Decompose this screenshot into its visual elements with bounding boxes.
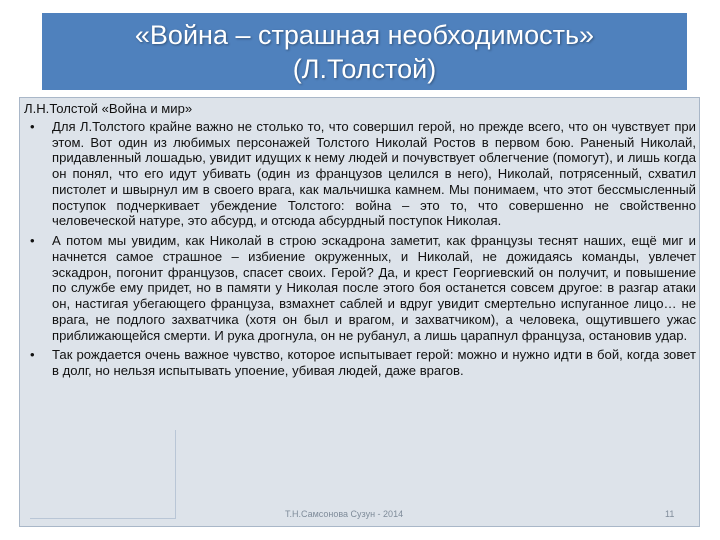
bullet-list bbox=[22, 119, 696, 379]
slide-title: «Война – страшная необходимость» bbox=[134, 19, 595, 50]
list-item bbox=[22, 233, 696, 343]
bullet-text: Для Л.Толстого крайне важно не столько то, что совершил герой, но прежде всего, что он чувствует при этом. Вот один из любимых персонажей Толстого Николай Ростов в первом бою. Раненый Николай, придавленный лошадью, увидит идущих к нему людей и почувствует облегчение (помогут), и лишь когда он понял, что его идут убивать (один из французов целился в него), Николай, потрясенный, схватил пистолет и швырнул им в своего врага, как мальчишка камнем. Мы понимаем, что этот бессмысленный поступок подчеркивает убеждение Толстого: война – это то, что совершенно не свойственно человеческой натуре, это абсурд, и отсюда абсурдный поступок Николая. bbox=[52, 118, 696, 229]
footer-author: Т.Н.Самсонова Сузун - 2014 bbox=[285, 509, 404, 519]
section-heading: Л.Н.Толстой «Война и мир» bbox=[24, 101, 193, 116]
page-number: 11 bbox=[665, 509, 675, 519]
content-text bbox=[22, 101, 696, 383]
bullet-dot: • bbox=[30, 347, 35, 363]
bullet-dot: • bbox=[30, 118, 35, 134]
bullet-dot: • bbox=[30, 233, 35, 248]
content-panel bbox=[19, 97, 700, 527]
bullet-text: А потом мы увидим, как Николай в строю эскадрона заметит, как французы теснят наших, ещё миг и начнется самое страшное – избиение окруженных, и Николай, не дожидаясь команды, увлечет эскадрон, погонит французов, спасет своих. Герой? Да, и крест Георгиевский он получит, и повышение по службе ему придет, но в памяти у Николая после этого боя останется совсем другое: в разгар атаки он, настигая убегающего француза, взмахнет саблей и вдруг увидит смертельно испуганное лицо… не врага, не подлого захватчика (хотя он был и врагом, и захватчиком), а человека, ощутившего ужас приближающейся смерти. И рука дрогнула, он не рубанул, а лишь царапнул француза, остановив удар. bbox=[52, 233, 696, 343]
bullet-text: Так рождается очень важное чувство, которое испытывает герой: можно и нужно идти в бой, когда зовет в долг, но нельзя испытывать упоение, убивая людей, даже врагов. bbox=[52, 347, 696, 378]
list-item bbox=[22, 347, 696, 379]
list-item bbox=[22, 119, 696, 229]
title-banner bbox=[42, 13, 687, 90]
slide-subtitle: (Л.Толстой) bbox=[292, 53, 437, 84]
